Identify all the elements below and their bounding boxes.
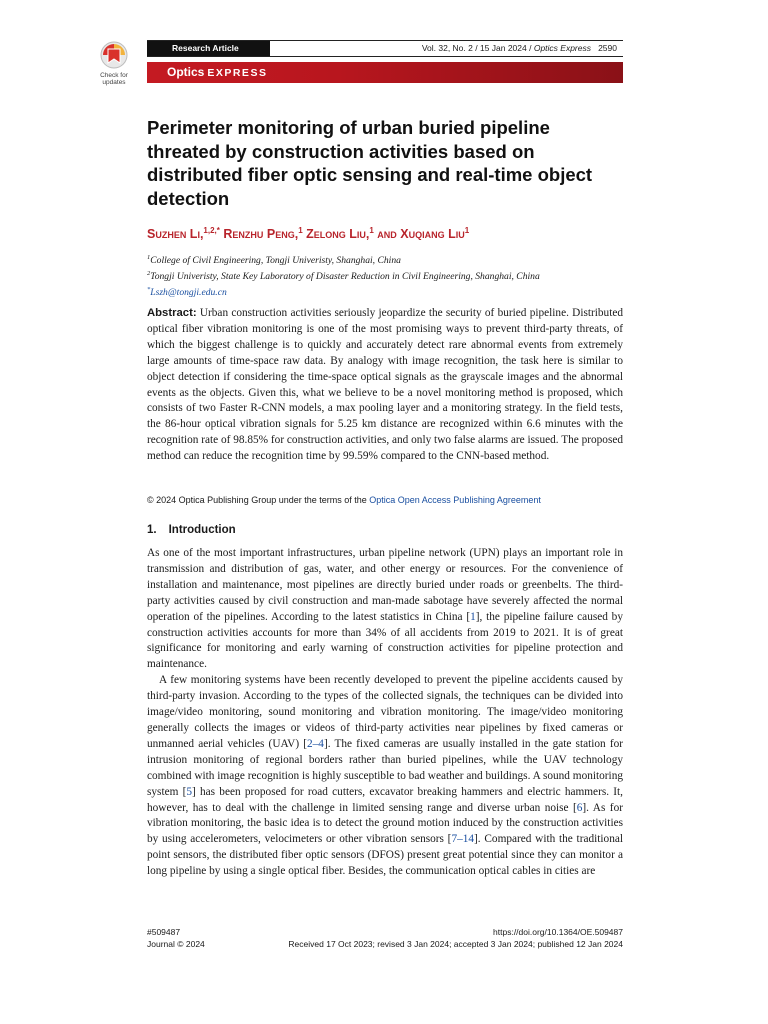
license-line: © 2024 Optica Publishing Group under the terms of the Optica Open Access Publishing Agreement	[147, 495, 541, 505]
article-id: #509487	[147, 927, 181, 937]
journal-banner	[147, 62, 623, 83]
abstract-text: Urban construction activities seriously jeopardize the security of buried pipeline. Distributed optical fiber vibration monitoring is one of the most promising ways to prevent third-party threats, of which the biggest challenge is to quickly and accurately detect rare abnormal events from extremely large amounts of time-space raw data. By analogy with image recognition, the task here is similar to object detection if considering the time-space optical signals as the grayscale images and the abnormal events as the objects. Given this, what we believe to be a novel monitoring method is proposed, which consists of two Faster R-CNN models, a max pooling layer and a monitoring strategy. In the field tests, the 86-hour optical vibration signals for 5.25 km distance are recognized within 6.6 minutes with the recognition rate of 98.85% for construction activities, and only two false alarms are issued. The proposed method can reduce the recognition time by 99.59% compared to the CNN-based method.	[147, 307, 624, 463]
author-affil: 1	[298, 226, 303, 235]
corresponding-email[interactable]: *Lszh@tongji.edu.cn	[147, 286, 227, 299]
section-number: 1.	[147, 524, 157, 536]
page-number: 2590	[598, 43, 617, 53]
journal-logo	[167, 65, 267, 79]
citation-link[interactable]: 5	[186, 785, 193, 798]
citation-link[interactable]: 2–4	[307, 737, 324, 750]
author-name: Suzhen Li,	[147, 227, 204, 242]
abstract-label: Abstract:	[147, 307, 197, 319]
affiliations	[147, 251, 627, 300]
paper-title: Perimeter monitoring of urban buried pipeline threated by construction activities based on distributed fiber optic sensing and real-time object detection	[147, 117, 593, 209]
crossmark-icon	[99, 40, 129, 70]
author-name: Zelong Liu,	[306, 227, 370, 242]
author-name: Renzhu Peng,	[223, 227, 299, 242]
paragraph: As one of the most important infrastructures, urban pipeline network (UPN) plays an important role in transmission and distribution of gas, water, and other energy or resources. For the convenience of installation and maintenance, most pipelines are directly buried under roads or greenbelts. The third-party activities caused by civil construction and man-made sabotage have severely affected the normal operation of the pipelines. According to the latest statistics in China [1], the pipeline failure caused by construction activities accounts for more than 34% of all accidents from 2019 to 2021. It is of great significance for monitoring and early warning of construction activities for pipeline protection and maintenance.	[147, 547, 623, 671]
author-affil: 1,2,*	[203, 226, 220, 235]
citation-link[interactable]: 7–14	[451, 833, 475, 846]
citation-line	[422, 41, 617, 56]
author-affil: 1	[369, 226, 374, 235]
body-text	[147, 546, 623, 880]
abstract	[147, 306, 623, 465]
journal-name: Optics	[167, 65, 205, 79]
citation-journal: Optics Express	[533, 43, 591, 53]
citation-prefix: Vol. 32, No. 2 / 15 Jan 2024 /	[421, 43, 534, 53]
affiliation-item: $^2$Tongji Univeristy, State Key Laboratory of Disaster Reduction in Civil Engineering, Shanghai, China	[147, 270, 540, 283]
section-title: Introduction	[168, 524, 236, 536]
author-affil: 1	[464, 226, 470, 235]
check-for-updates-badge[interactable]	[91, 40, 137, 86]
citation-link[interactable]: 1	[470, 610, 476, 623]
affiliation-item: $^1$College of Civil Engineering, Tongji Univeristy, Shanghai, China	[147, 254, 401, 267]
author-list	[147, 226, 627, 241]
article-header	[147, 40, 623, 57]
badge-line2: updates	[102, 79, 126, 86]
badge-line1: Check for	[100, 72, 128, 79]
section-heading	[147, 524, 236, 536]
journal-sub: EXPRESS	[207, 67, 268, 79]
license-link[interactable]: Optica Open Access Publishing Agreement	[369, 495, 541, 505]
publication-dates: Received 17 Oct 2023; revised 3 Jan 2024; accepted 3 Jan 2024; published 12 Jan 2024	[288, 939, 623, 949]
doi-link[interactable]: https://doi.org/10.1364/OE.509487	[493, 927, 623, 937]
email-link[interactable]: Lszh@tongji.edu.cn	[150, 287, 227, 299]
author-name: and Xuqiang Liu	[377, 227, 465, 242]
journal-copyright: Journal © 2024	[147, 939, 205, 949]
citation-link[interactable]: 6	[576, 801, 583, 814]
paragraph: A few monitoring systems have been recently developed to prevent the pipeline accidents caused by third-party invasion. According to the types of the collected signals, the techniques can be divided into image/video monitoring, sound monitoring and vibration monitoring. The image/video monitoring generally collects the images or videos of third-party activities near pipelines by fixed cameras or unmanned aerial vehicles (UAV) [2–4]. The fixed cameras are usually installed in the gate station for intrusion monitoring of regional borders rather than buried pipelines, while the UAV technology combined with image recognition is highly susceptible to bad weather and buildings. A sound monitoring system [5] has been proposed for road cutters, excavator breaking hammers and electric hammers. It, however, has to deal with the challenge in limited sensing range and diverse urban noise [6]. As for vibration monitoring, the basic idea is to detect the ground motion induced by the construction activities by using accelerometers, velocimeters or other vibration sensors [7–14]. Compared with the traditional point sensors, the distributed fiber optic sensors (DFOS) present great potential since they can monitor a long pipeline by using a single optical fiber. Besides, the communication optical cables in cities are	[147, 674, 624, 878]
article-type: Research Article	[147, 41, 270, 56]
